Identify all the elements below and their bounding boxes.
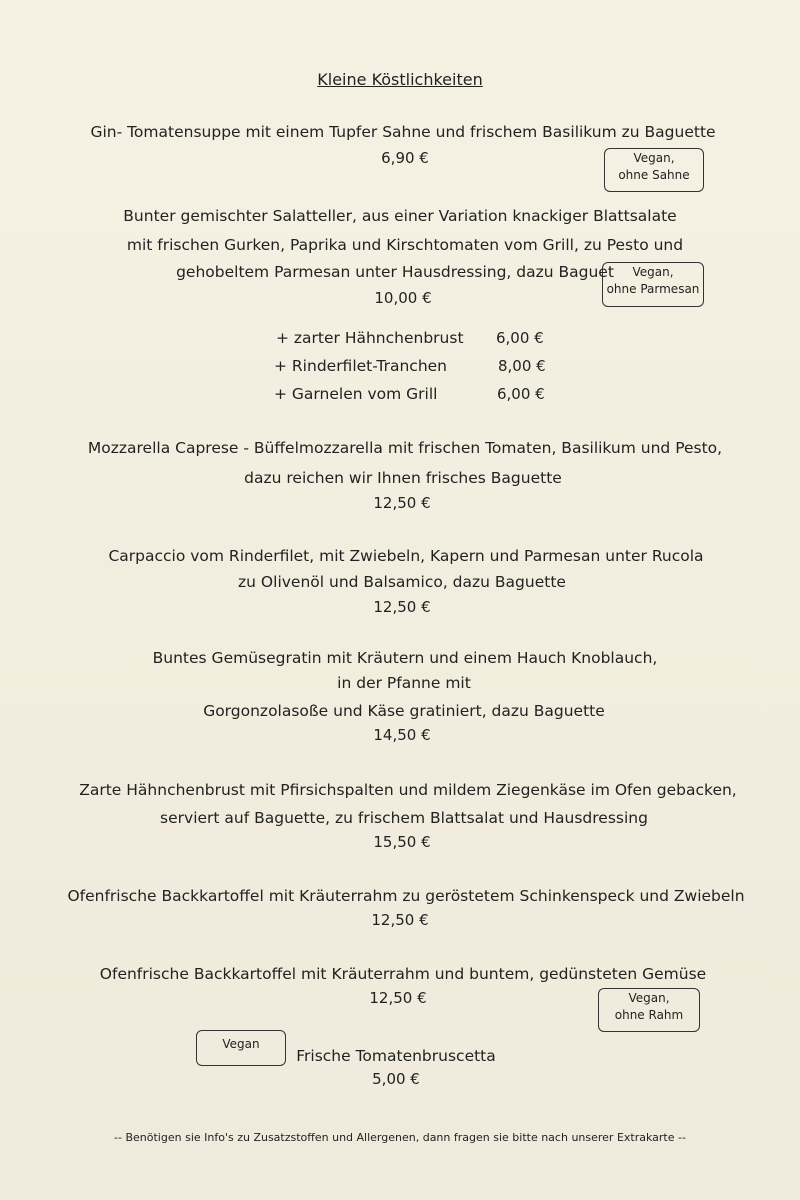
addon-rinderfilet: + Rinderfilet-Tranchen <box>274 357 448 375</box>
vegan-badge <box>602 262 704 307</box>
dish-haehnchenbrust-line1: Zarte Hähnchenbrust mit Pfirsichspalten und mildem Ziegenkäse im Ofen gebacken, <box>79 781 737 799</box>
dish-salatteller-line1: Bunter gemischter Salatteller, aus einer Variation knackiger Blattsalate <box>123 207 677 225</box>
dish-haehnchenbrust-line2: serviert auf Baguette, zu frischem Blattsalat und Hausdressing <box>160 809 648 827</box>
dish-tomatensuppe: Gin- Tomatensuppe mit einem Tupfer Sahne und frischem Basilikum zu Baguette <box>90 123 716 141</box>
price-tomatensuppe: 6,90 € <box>381 149 429 167</box>
badge-line: Vegan, <box>628 991 670 1005</box>
vegan-badge <box>604 148 704 192</box>
dish-bruscetta-label: Frische Tomatenbruscetta <box>296 1047 496 1065</box>
price-carpaccio: 12,50 € <box>373 598 431 616</box>
addon-price: 6,00 € <box>496 329 544 347</box>
dish-backkartoffel-speck: Ofenfrische Backkartoffel mit Kräuterrahm zu geröstetem Schinkenspeck und Zwiebeln <box>67 887 745 905</box>
price-salatteller: 10,00 € <box>374 289 432 307</box>
price-backkartoffel-speck: 12,50 € <box>371 911 429 929</box>
dish-salatteller-line3: gehobeltem Parmesan unter Hausdressing, dazu Baguet <box>176 263 614 281</box>
menu-title: Kleine Köstlichkeiten <box>317 70 483 89</box>
allergen-footer-note: -- Benötigen sie Info's zu Zusatzstoffen und Allergenen, dann fragen sie bitte nach unserer Extrakarte -- <box>114 1131 686 1144</box>
dish-carpaccio-line2: zu Olivenöl und Balsamico, dazu Baguette <box>238 573 566 591</box>
addon-haehnchenbrust: + zarter Hähnchenbrust <box>276 329 464 347</box>
dish-gemuesegratin-line3: Gorgonzolasoße und Käse gratiniert, dazu Baguette <box>203 702 605 720</box>
dish-bruscetta <box>0 1046 796 1066</box>
price-haehnchenbrust: 15,50 € <box>373 833 431 851</box>
price-caprese: 12,50 € <box>373 494 431 512</box>
dish-salatteller-line2: mit frischen Gurken, Paprika und Kirschtomaten vom Grill, zu Pesto und <box>126 236 684 254</box>
addon-price: 6,00 € <box>497 385 545 403</box>
badge-line: Vegan, <box>633 151 675 165</box>
badge-line: ohne Rahm <box>614 1008 684 1022</box>
dish-carpaccio-line1: Carpaccio vom Rinderfilet, mit Zwiebeln, Kapern und Parmesan unter Rucola <box>108 547 704 565</box>
dish-backkartoffel-gemuese: Ofenfrische Backkartoffel mit Kräuterrahm und buntem, gedünsteten Gemüse <box>99 965 707 983</box>
badge-line: Vegan <box>222 1037 260 1051</box>
dish-caprese-line2: dazu reichen wir Ihnen frisches Baguette <box>244 469 562 487</box>
dish-caprese-line1: Mozzarella Caprese - Büffelmozzarella mit frischen Tomaten, Basilikum und Pesto, <box>87 439 723 457</box>
vegan-badge <box>598 988 700 1032</box>
price-bruscetta: 5,00 € <box>372 1070 420 1088</box>
price-backkartoffel-gemuese: 12,50 € <box>369 989 427 1007</box>
addon-garnelen: + Garnelen vom Grill <box>274 385 438 403</box>
dish-gemuesegratin-line1: Buntes Gemüsegratin mit Kräutern und einem Hauch Knoblauch, <box>152 649 658 667</box>
badge-line: ohne Sahne <box>618 168 690 182</box>
badge-line: ohne Parmesan <box>606 282 700 296</box>
badge-line: Vegan, <box>632 265 674 279</box>
price-gemuesegratin: 14,50 € <box>373 726 431 744</box>
dish-gemuesegratin-line2: in der Pfanne mit <box>337 674 471 692</box>
addon-price: 8,00 € <box>498 357 546 375</box>
